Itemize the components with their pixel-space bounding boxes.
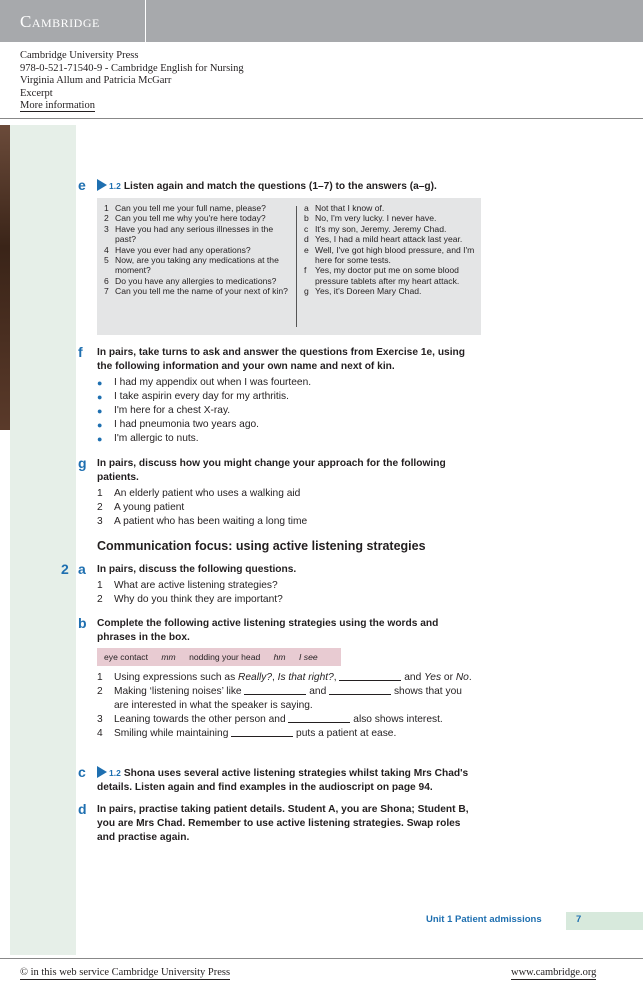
exercise-2a-list [97,579,477,607]
questions-column [104,203,294,297]
list-item: 1 What are active listening strategies? [97,580,278,591]
question-item: 4 Have you ever had any operations? [104,244,251,255]
box-word: eye contact [104,652,148,662]
box-word: nodding your head [189,652,261,662]
word-box [97,648,341,666]
exercise-2b-list [97,671,477,741]
match-line [296,206,304,327]
answer-blank[interactable] [339,680,401,681]
answers-column [304,203,479,297]
meta-line: 978-0-521-71540-9 - Cambridge English for Nursing [20,62,244,74]
exercise-f-instruction: In pairs, take turns to ask and answer the questions from Exercise 1e, using the following information and your own name and next of kin. [97,347,465,372]
meta-line: Excerpt [20,87,53,99]
instruction-text: Shona uses several active listening strategies whilst taking Mrs Chad's details. Listen again and find examples in the audioscript on page 94. [97,768,469,793]
answer-item: d Yes, I had a mild heart attack last year. [304,234,463,245]
exercise-2d-instruction: In pairs, practise taking patient details. Student A, you are Shona; Student B, you are Mrs Chad. Remember to use active listening strategies. Swap roles and practise again. [97,804,469,843]
section-number: 2 [61,561,69,577]
exercise-letter-2d: d [78,801,87,817]
list-item: 4 Smiling while maintaining puts a patient at ease. [97,728,397,739]
question-item: 3 Have you had any serious illnesses in the past? [104,223,274,245]
exercise-g-list [97,487,477,529]
audio-play-icon[interactable] [97,766,107,778]
header-divider [0,118,643,119]
answer-item: g Yes, it's Doreen Mary Chad. [304,286,422,297]
question-item: 2 Can you tell me why you're here today? [104,213,266,224]
answer-blank[interactable] [288,722,350,723]
track-number: 1.2 [109,768,121,778]
box-word: hm [273,652,286,662]
more-information-link[interactable]: More information [20,100,95,112]
answer-item: e Well, I've got high blood pressure, and I'm here for some tests. [304,244,475,266]
answer-blank[interactable] [244,694,306,695]
bullet-item: ● I take aspirin every day for my arthritis. [97,390,477,404]
question-item: 5 Now, are you taking any medications at the moment? [104,255,279,276]
bullet-item: ● I had pneumonia two years ago. [97,418,477,432]
website-link[interactable]: www.cambridge.org [511,967,597,978]
box-word: I see [299,652,318,662]
exercise-letter-2a: a [78,561,86,577]
list-item: 1 An elderly patient who uses a walking aid [97,488,301,499]
cambridge-logo[interactable] [0,0,146,42]
exercise-2c-instruction [97,766,477,795]
meta-line: Virginia Allum and Patricia McGarr [20,75,172,87]
exercise-letter-g: g [78,455,87,471]
unit-label: Unit 1 Patient admissions [426,914,542,925]
exercise-g-instruction: In pairs, discuss how you might change your approach for the following patients. [97,458,446,483]
answer-item: a Not that I know of. [304,203,385,213]
exercise-letter-2b: b [78,615,87,631]
exercise-letter-f: f [78,344,83,360]
answer-item: f Yes, my doctor put me on some blood pressure tablets after my heart attack. [304,265,460,286]
list-item: 2 Making ‘listening noises’ like and shows that you are interested in what the speaker is saying. [97,686,462,711]
book-meta [20,50,244,113]
photo-strip [0,125,10,430]
logo-text: Cambridge [20,12,100,31]
exercise-f-bullets [97,376,477,446]
exercise-letter-2c: c [78,764,86,780]
list-item: 3 A patient who has been waiting a long time [97,516,308,527]
exercise-letter-e: e [78,177,86,193]
question-item: 1 Can you tell me your full name, please? [104,203,266,213]
copyright-link[interactable]: © in this web service Cambridge University Press [20,967,231,978]
page-number: 7 [576,914,582,925]
list-item: 2 A young patient [97,502,185,513]
track-number: 1.2 [109,181,121,191]
answer-item: b No, I'm very lucky. I never have. [304,213,437,224]
exercise-e-instruction [97,179,477,194]
audio-play-icon[interactable] [97,179,107,191]
list-item: 3 Leaning towards the other person and also shows interest. [97,714,443,725]
answer-blank[interactable] [329,694,391,695]
answer-blank[interactable] [231,736,293,737]
bullet-item: ● I'm here for a chest X-ray. [97,404,477,418]
list-item: 2 Why do you think they are important? [97,594,283,605]
instruction-text: Listen again and match the questions (1–7) to the answers (a–g). [123,181,437,192]
meta-line: Cambridge University Press [20,50,139,61]
question-item: 7 Can you tell me the name of your next of kin? [104,286,288,297]
question-item: 6 Do you have any allergies to medications? [104,275,277,286]
bullet-item: ● I'm allergic to nuts. [97,432,477,446]
page-sidebar [10,125,76,955]
section-heading: Communication focus: using active listening strategies [97,539,426,553]
box-word: mm [161,652,176,662]
exercise-2b-instruction: Complete the following active listening strategies using the words and phrases in the box. [97,618,439,643]
exercise-2a-instruction: In pairs, discuss the following questions. [97,564,297,575]
bullet-item: ● I had my appendix out when I was fourteen. [97,376,477,390]
footer-divider [0,958,643,959]
answer-item: c It's my son, Jeremy. Jeremy Chad. [304,223,447,234]
list-item: 1 Using expressions such as Really?, Is that right?, and Yes or No. [97,672,472,683]
